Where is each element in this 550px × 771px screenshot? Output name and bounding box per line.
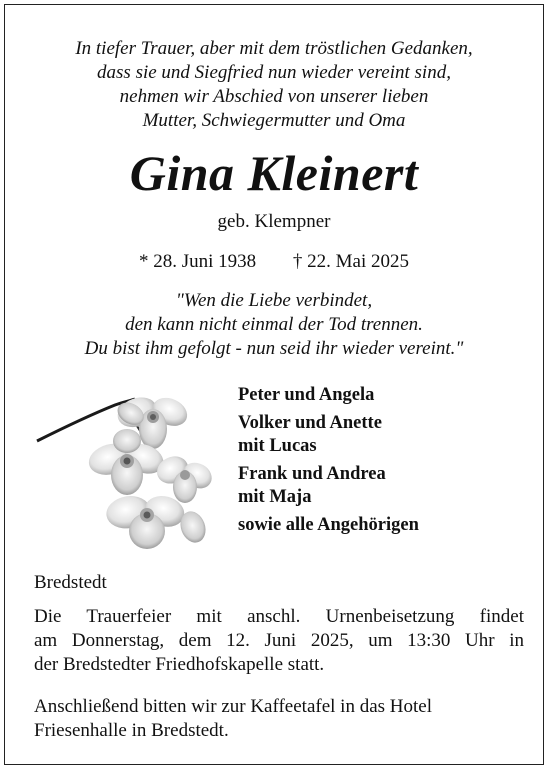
deceased-name: Gina Kleinert [129,145,419,201]
mourner-line: sowie alle Angehörigen [238,515,419,535]
birth-name: geb. Klempner [217,211,331,232]
service-line: Die Trauerfeier mit anschl. Urnenbeisetzung findet [34,606,524,627]
intro-line: In tiefer Trauer, aber mit dem tröstlichen Gedanken, [75,38,473,59]
quote-line: Du bist ihm gefolgt - nun seid ihr wieder vereint." [84,338,464,359]
reception-line: Anschließend bitten wir zur Kaffeetafel in das Hotel [34,696,432,717]
life-dates [5,250,543,274]
service-line: am Donnerstag, dem 12. Juni 2025, um 13:30 Uhr in [34,630,524,651]
service-info [34,605,524,677]
mourner-line: mit Lucas [238,436,317,456]
mourner-group [238,514,419,537]
intro-line: Mutter, Schwiegermutter und Oma [142,110,406,131]
mourner-line: Peter und Angela [238,385,375,405]
intro-line: nehmen wir Abschied von unserer lieben [119,86,429,107]
service-line: der Bredstedter Friedhofskapelle statt. [34,654,325,675]
mourner-line: mit Maja [238,487,312,507]
quote-line: den kann nicht einmal der Tod trennen. [125,314,423,335]
death-date: † 22. Mai 2025 [292,251,410,272]
mourner-group [238,463,419,509]
reception-line: Friesenhalle in Bredstedt. [34,720,229,741]
orchid-image [35,377,235,557]
intro-line: dass sie und Siegfried nun wieder vereint sind, [97,62,451,83]
birth-date: * 28. Juni 1938 [138,251,257,272]
place-name: Bredstedt [34,572,107,593]
mourner-group [238,412,419,458]
memorial-quote [5,289,543,361]
intro-text [5,37,543,133]
quote-line: "Wen die Liebe verbindet, [175,290,373,311]
obituary-card [4,4,544,765]
mourner-line: Volker und Anette [238,413,382,433]
mourners-list [238,384,419,542]
reception-info [34,695,524,743]
mourner-group [238,384,419,407]
mourner-line: Frank und Andrea [238,464,386,484]
